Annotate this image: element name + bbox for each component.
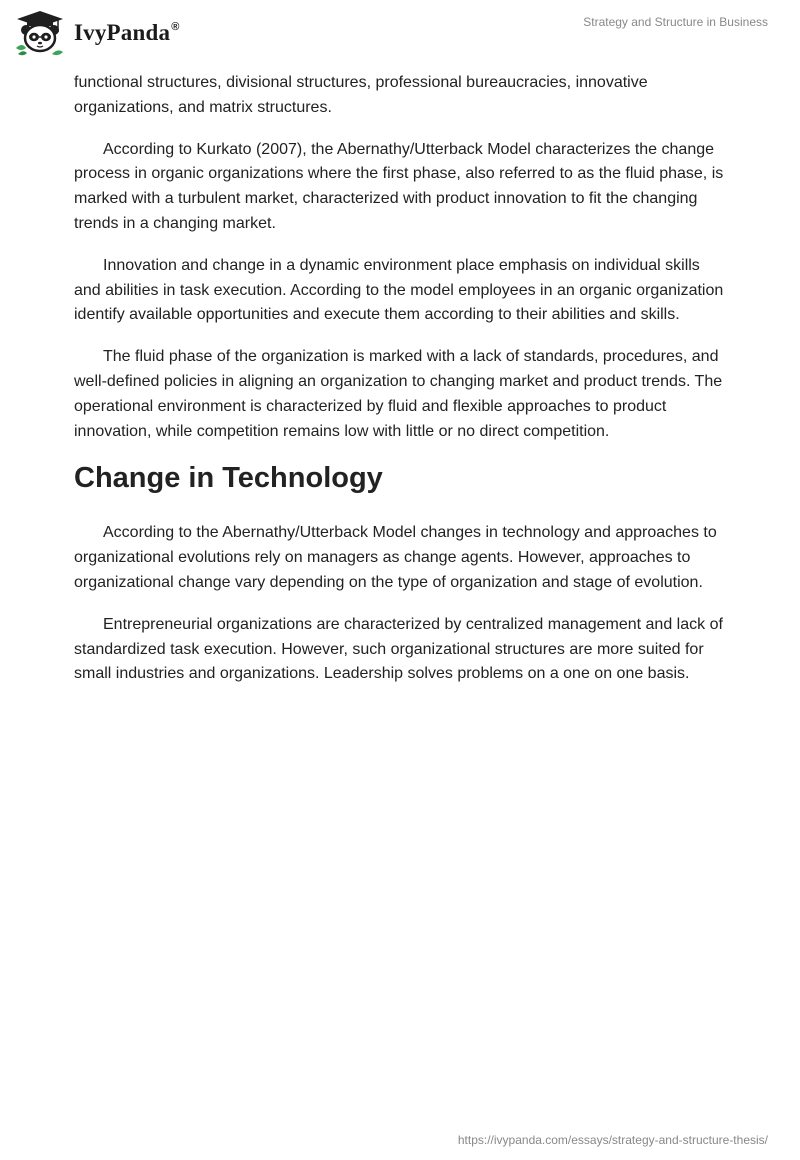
panda-graduate-icon [14, 8, 66, 56]
paragraph: Innovation and change in a dynamic environment place emphasis on individual skills and abilities in task execution. According to the model employees in an organic organization identify available opportunities and execute them according to their abilities and skills. [74, 256, 724, 324]
paragraph: According to the Abernathy/Utterback Model changes in technology and approaches to organizational evolutions rely on managers as change agents. However, approaches to organizational change vary depending on the type of organization and stage of evolution. [74, 524, 717, 591]
paragraph: The fluid phase of the organization is marked with a lack of standards, procedures, and well-defined policies in aligning an organization to changing market and product trends. The operational environment is characterized by fluid and flexible approaches to product innovation, while competition remains low with little or no direct competition. [74, 348, 723, 440]
paragraph: Entrepreneurial organizations are characterized by centralized management and lack of standardized task execution. However, such organizational structures are more suited for small industries and organizations. Leadership solves problems on a one on one basis. [74, 615, 723, 683]
logo-wordmark: IvyPanda® [74, 20, 180, 45]
source-url[interactable]: https://ivypanda.com/essays/strategy-and-structure-thesis/ [457, 1133, 768, 1147]
page-header [0, 0, 800, 64]
section-heading: Change in Technology [74, 462, 383, 495]
paragraph: According to Kurkato (2007), the Abernathy/Utterback Model characterizes the change process in organic organizations where the first phase, also referred to as the fluid phase, is marked with a turbulent market, characterized with product innovation to fit the changing trends in a changing market. [74, 140, 724, 232]
running-title: Strategy and Structure in Business [583, 15, 768, 29]
essay-body [74, 71, 729, 704]
ivypanda-logo[interactable] [14, 8, 180, 56]
paragraph: functional structures, divisional structures, professional bureaucracies, innovative organizations, and matrix structures. [74, 74, 648, 116]
